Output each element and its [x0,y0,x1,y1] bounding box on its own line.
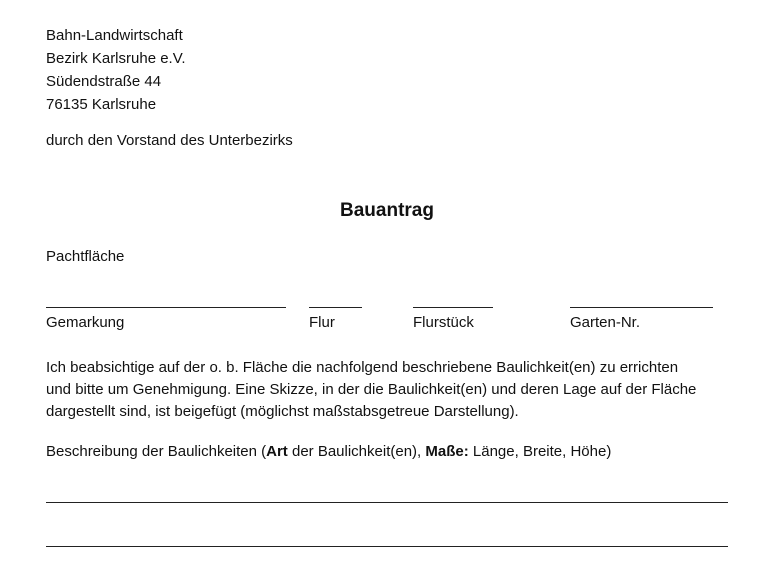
flurstueck-label: Flurstück [413,314,474,331]
description-line-2 [46,546,728,547]
description-prefix: Beschreibung der Baulichkeiten ( [46,443,267,460]
paragraph-line-2: und bitte um Genehmigung. Eine Skizze, in der die Baulichkeit(en) und deren Lage auf der Fläche [46,381,697,398]
flur-label: Flur [309,314,335,331]
sender-line-3: Südendstraße 44 [46,73,162,90]
sender-address [46,24,186,116]
description-art: Art [266,443,288,460]
flurstueck-line [413,307,493,308]
sender-line-2: Bezirk Karlsruhe e.V. [46,50,186,67]
garten-nr-label: Garten-Nr. [570,314,641,331]
gemarkung-label: Gemarkung [46,314,125,331]
flur-line [309,307,362,308]
intent-paragraph [46,357,746,423]
section-label: Pachtfläche [46,248,125,265]
paragraph-line-3: dargestellt sind, ist beigefügt (möglichst maßstabsgetreue Darstellung). [46,403,519,420]
gemarkung-line [46,307,286,308]
via-line: durch den Vorstand des Unterbezirks [46,132,293,149]
paragraph-line-1: Ich beabsichtige auf der o. b. Fläche die nachfolgend beschriebene Baulichkeit(en) zu errichten [46,359,679,376]
document-title: Bauantrag [340,200,434,221]
garten-nr-line [570,307,713,308]
sender-line-1: Bahn-Landwirtschaft [46,27,183,44]
sender-line-4: 76135 Karlsruhe [46,96,157,113]
description-suffix: Länge, Breite, Höhe) [468,443,612,460]
description-line-1 [46,502,728,503]
description-masse: Maße: [425,443,469,460]
description-middle: der Baulichkeit(en), [287,443,426,460]
description-heading [46,443,611,460]
